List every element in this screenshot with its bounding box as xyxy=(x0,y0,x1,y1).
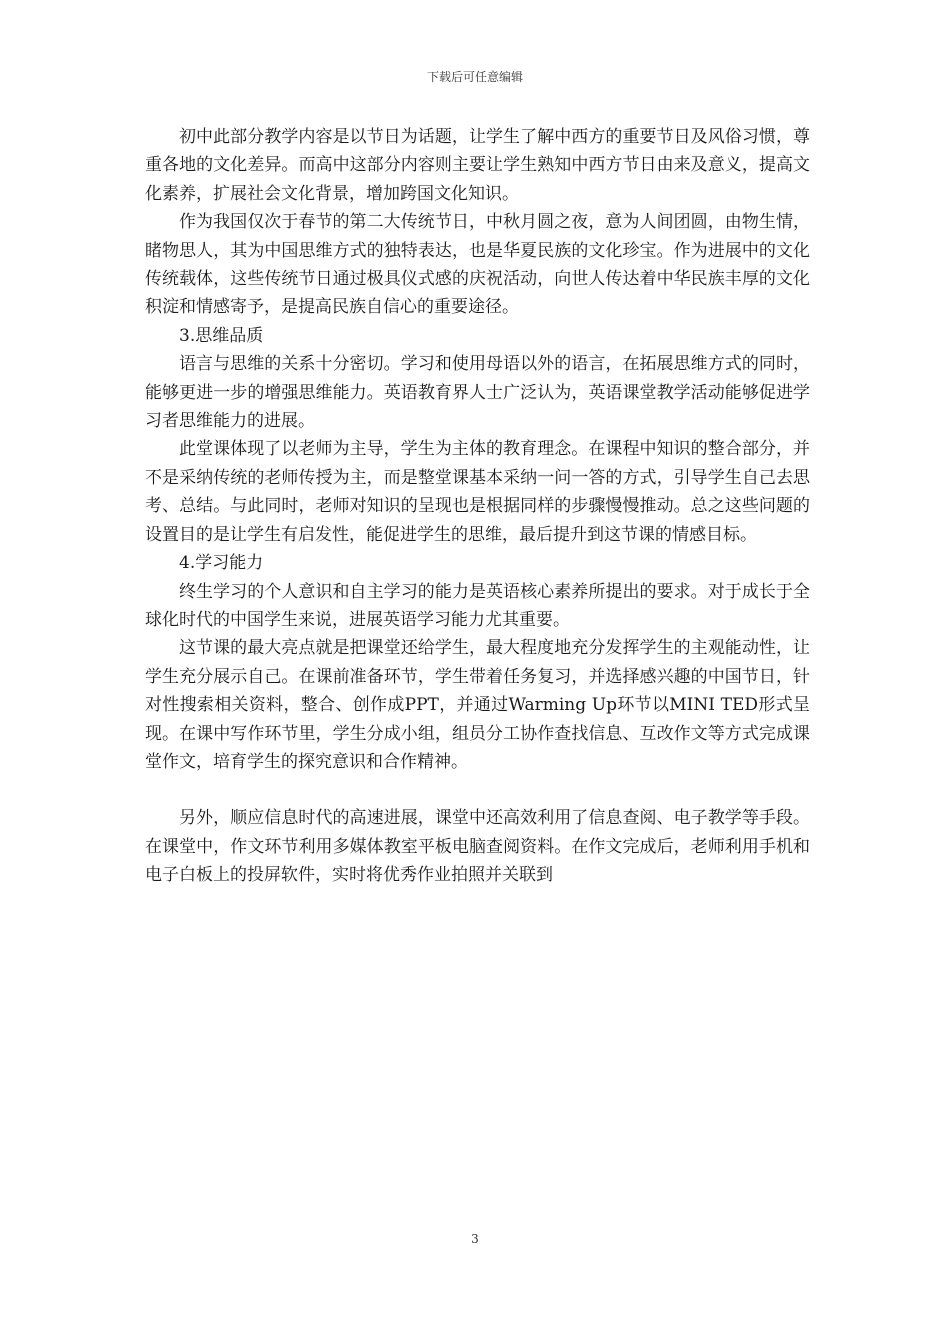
paragraph-gap xyxy=(145,776,810,804)
page-number: 3 xyxy=(471,1232,479,1246)
document-body xyxy=(145,123,810,890)
section-heading-thinking-quality: 3.思维品质 xyxy=(179,325,264,346)
section-heading-learning-ability: 4.学习能力 xyxy=(179,553,264,574)
paragraph-festival-topic: 初中此部分教学内容是以节日为话题，让学生了解中西方的重要节日及风俗习惯，尊重各地的文化差异。而高中这部分内容则主要让学生熟知中西方节日由来及意义，提高文化素养，扩展社会文化背景，增加跨国文化知识。 xyxy=(145,127,810,204)
paragraph-highlight: 这节课的最大亮点就是把课堂还给学生，最大程度地充分发挥学生的主观能动性，让学生充分展示自己。在课前准备环节，学生带着任务复习，并选择感兴趣的中国节日，针对性搜索相关资料，整合、创作成PPT，并通过Warming Up环节以MINI TED形式呈现。在课中写作环节里，学生分成小组，组员分工协作查找信息、互改作文等方式完成课堂作文，培育学生的探究意识和合作精神。 xyxy=(145,638,810,772)
paragraph-mid-autumn: 作为我国仅次于春节的第二大传统节日，中秋月圆之夜，意为人间团圆，由物生情，睹物思人，其为中国思维方式的独特表达，也是华夏民族的文化珍宝。作为进展中的文化传统载体，这些传统节日通过极具仪式感的庆祝活动，向世人传达着中华民族丰厚的文化积淀和情感寄予，是提高民族自信心的重要途径。 xyxy=(145,212,810,318)
header-note: 下载后可任意编辑 xyxy=(426,70,523,84)
paragraph-information-age: 另外，顺应信息时代的高速进展，课堂中还高效利用了信息查阅、电子教学等手段。在课堂中，作文环节利用多媒体教室平板电脑查阅资料。在作文完成后，老师利用手机和电子白板上的投屏软件，实时将优秀作业拍照并关联到 xyxy=(145,808,810,886)
paragraph-lifelong-learning: 终生学习的个人意识和自主学习的能力是英语核心素养所提出的要求。对于成长于全球化时代的中国学生来说，进展英语学习能力尤其重要。 xyxy=(145,581,810,630)
paragraph-language-thinking: 语言与思维的关系十分密切。学习和使用母语以外的语言，在拓展思维方式的同时，能够更进一步的增强思维能力。英语教育界人士广泛认为，英语课堂教学活动能够促进学习者思维能力的进展。 xyxy=(145,354,810,432)
paragraph-teacher-led: 此堂课体现了以老师为主导，学生为主体的教育理念。在课程中知识的整合部分，并不是采纳传统的老师传授为主，而是整堂课基本采纳一问一答的方式，引导学生自己去思考、总结。与此同时，老师对知识的呈现也是根据同样的步骤慢慢推动。总之这些问题的设置目的是让学生有启发性，能促进学生的思维，最后提升到这节课的情感目标。 xyxy=(145,439,810,545)
